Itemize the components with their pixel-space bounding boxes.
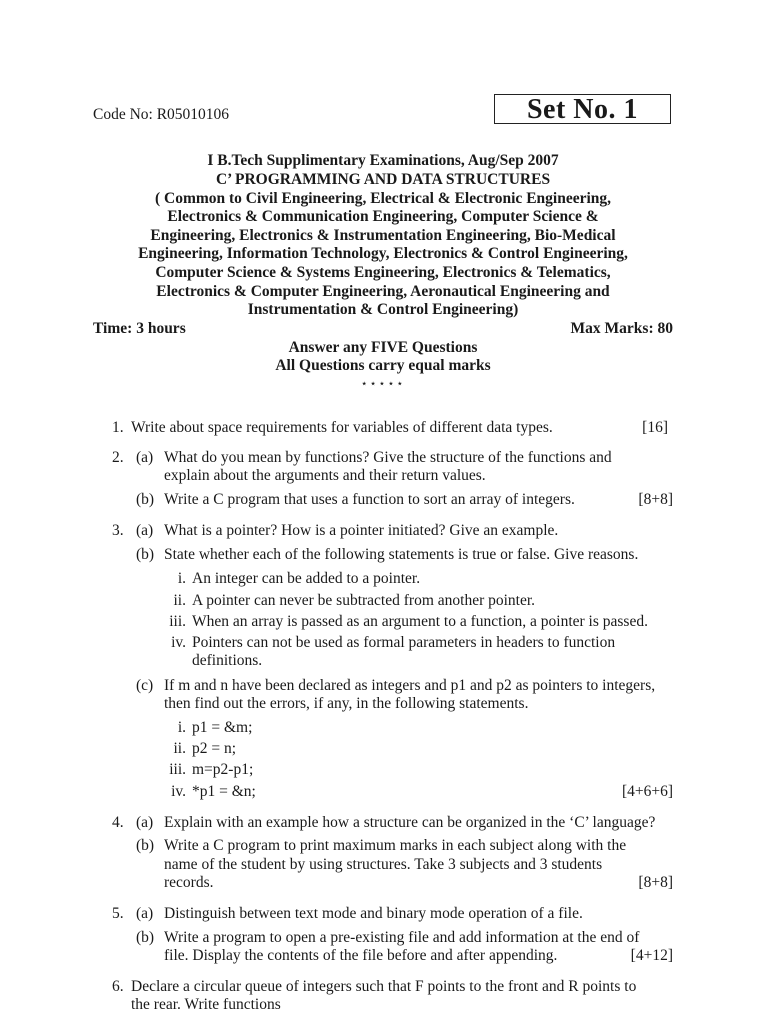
max-marks: Max Marks: 80 (570, 320, 673, 337)
item-label: iv. (171, 783, 186, 800)
question-number: 2. (112, 449, 124, 466)
item-label: iii. (169, 761, 186, 778)
exam-title: I B.Tech Supplimentary Examinations, Aug/Sep 2007 (207, 152, 559, 169)
question-text: What do you mean by functions? Give the structure of the functions and (164, 449, 612, 466)
question-marks: [16] (642, 419, 668, 436)
common-line: Electronics & Computer Engineering, Aeronautical Engineering and (156, 283, 610, 300)
instruction-marks: All Questions carry equal marks (275, 357, 491, 374)
question-number: 1. (112, 419, 124, 436)
part-label: (c) (136, 677, 154, 694)
question-text: name of the student by using structures. Take 3 subjects and 3 students (164, 856, 603, 873)
common-line: Computer Science & Systems Engineering, Electronics & Telematics, (155, 264, 611, 281)
item-label: ii. (173, 592, 186, 609)
part-label: (a) (136, 814, 154, 831)
part-label: (b) (136, 546, 155, 563)
exam-code: Code No: R05010106 (93, 106, 230, 123)
item-label: iii. (169, 613, 186, 630)
item-text: Pointers can not be used as formal parameters in headers to function (192, 634, 616, 651)
common-line: Engineering, Electronics & Instrumentation Engineering, Bio-Medical (150, 227, 616, 244)
question-text: If m and n have been declared as integers and p1 and p2 as pointers to integers, (164, 677, 656, 694)
question-marks: [4+6+6] (621, 783, 673, 800)
question-text: Write a program to open a pre-existing file and add information at the end of (164, 929, 640, 946)
question-text: State whether each of the following statements is true or false. Give reasons. (164, 546, 639, 563)
question-text: the rear. Write functions (131, 996, 281, 1013)
item-text: When an array is passed as an argument to a function, a pointer is passed. (192, 613, 648, 630)
question-number: 3. (112, 522, 124, 539)
item-text: m=p2-p1; (192, 761, 254, 778)
question-text: then find out the errors, if any, in the following statements. (164, 695, 529, 712)
common-line: ( Common to Civil Engineering, Electrical & Electronic Engineering, (154, 190, 612, 207)
question-text: explain about the arguments and their return values. (164, 467, 486, 484)
part-label: (b) (136, 837, 155, 854)
item-label: iv. (171, 634, 186, 651)
item-text: definitions. (192, 652, 263, 669)
question-marks: [4+12] (630, 947, 673, 964)
question-text: Explain with an example how a structure can be organized in the ‘C’ language? (164, 814, 656, 831)
item-text: An integer can be added to a pointer. (192, 570, 421, 587)
part-label: (a) (136, 905, 154, 922)
item-text: A pointer can never be subtracted from another pointer. (192, 592, 536, 609)
common-line: Instrumentation & Control Engineering) (247, 301, 519, 318)
exam-time: Time: 3 hours (93, 320, 186, 337)
question-text: file. Display the contents of the file before and after appending. (164, 947, 558, 964)
question-marks: [8+8] (638, 491, 673, 508)
part-label: (b) (136, 929, 155, 946)
set-number: Set No. 1 (494, 94, 671, 124)
subject-title: C’ PROGRAMMING AND DATA STRUCTURES (215, 171, 551, 188)
question-text: Write a C program that uses a function to sort an array of integers. (164, 491, 575, 508)
item-label: ii. (173, 740, 186, 757)
question-text: records. (164, 874, 214, 891)
question-text: What is a pointer? How is a pointer initiated? Give an example. (164, 522, 559, 539)
part-label: (b) (136, 491, 155, 508)
stars-divider: ⋆⋆⋆⋆⋆ (360, 378, 406, 390)
item-text: p1 = &m; (192, 719, 253, 736)
question-text: Distinguish between text mode and binary mode operation of a file. (164, 905, 583, 922)
common-line: Engineering, Information Technology, Electronics & Control Engineering, (138, 245, 628, 262)
question-text: Write about space requirements for variables of different data types. (131, 419, 553, 436)
question-number: 5. (112, 905, 124, 922)
item-text: p2 = n; (192, 740, 237, 757)
question-text: Declare a circular queue of integers such that F points to the front and R points to (131, 978, 637, 995)
part-label: (a) (136, 449, 154, 466)
question-marks: [8+8] (638, 874, 673, 891)
part-label: (a) (136, 522, 154, 539)
item-text: *p1 = &n; (192, 783, 256, 800)
item-label: i. (177, 570, 186, 587)
question-number: 6. (112, 978, 124, 995)
question-text: Write a C program to print maximum marks in each subject along with the (164, 837, 627, 854)
item-label: i. (177, 719, 186, 736)
common-line: Electronics & Communication Engineering, Computer Science & (167, 208, 599, 225)
instruction-answer: Answer any FIVE Questions (288, 339, 478, 356)
question-number: 4. (112, 814, 124, 831)
